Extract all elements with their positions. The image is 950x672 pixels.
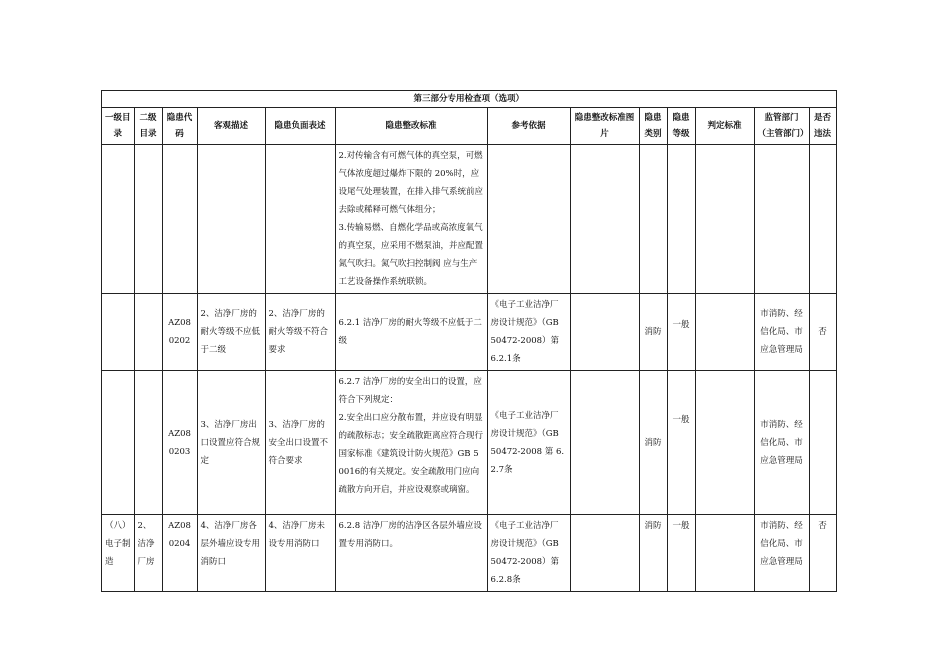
illegal-cell: 否 xyxy=(809,515,836,592)
basis-cell: 《电子工业洁净厂房设计规范》（GB 50472-2008 第 6.2.7条 xyxy=(487,371,570,515)
desc-cell xyxy=(197,145,265,294)
basis-cell xyxy=(487,145,570,294)
code-cell: AZ080202 xyxy=(162,294,197,371)
header-cell: 隐患负面表述 xyxy=(265,108,335,145)
table-row xyxy=(102,371,837,515)
illegal-cell xyxy=(809,145,836,294)
illegal-cell xyxy=(809,371,836,515)
dept-cell: 市消防、经信化局、市应急管理局 xyxy=(754,371,809,515)
level-cell xyxy=(667,145,695,294)
header-row xyxy=(102,108,837,145)
cat-cell: 消防 xyxy=(639,371,667,515)
desc-cell: 2、洁净厂房的耐火等级不应低于二级 xyxy=(197,294,265,371)
img-cell xyxy=(570,145,639,294)
table-title: 第三部分专用检查项（选项） xyxy=(102,91,837,108)
neg-cell xyxy=(265,145,335,294)
l2-cell xyxy=(134,145,162,294)
std-cell: 6.2.8 洁净厂房的洁净区各层外墙应设置专用消防口。 xyxy=(335,515,487,592)
judge-cell xyxy=(695,145,754,294)
cat-cell: 消防 xyxy=(639,515,667,592)
dept-cell xyxy=(754,145,809,294)
level-cell: 一般 xyxy=(667,515,695,592)
header-cell: 一级目录 xyxy=(102,108,135,145)
l2-cell: 2、洁净厂房 xyxy=(134,515,162,592)
l1-cell: （八）电子制造 xyxy=(102,515,135,592)
basis-cell: 《电子工业洁净厂房设计规范》（GB 50472-2008）第 6.2.1条 xyxy=(487,294,570,371)
judge-cell xyxy=(695,371,754,515)
neg-cell: 3、洁净厂房的安全出口设置不符合要求 xyxy=(265,371,335,515)
dept-cell: 市消防、经信化局、市应急管理局 xyxy=(754,515,809,592)
std-cell: 6.2.1 洁净厂房的耐火等级不应低于二级 xyxy=(335,294,487,371)
std-cell: 6.2.7 洁净厂房的安全出口的设置，应符合下列规定： 2.安全出口应分散布置，并应设有明显的疏散标志；安全疏散距离应符合现行国家标准《建筑设计防火规范》GB 50016的有关规定。安全疏散用门应向疏散方向开启，并应设观察或璃窗。 xyxy=(335,371,487,515)
img-cell xyxy=(570,515,639,592)
table-row xyxy=(102,294,837,371)
neg-cell: 2、洁净厂房的耐火等级不符合要求 xyxy=(265,294,335,371)
header-cell: 判定标准 xyxy=(695,108,754,145)
std-cell: 2.对传输含有可燃气体的真空泵，可燃气体浓度超过爆炸下限的 20%时，应设尾气处理装置，在排入排气系统前应去除或稀释可燃气体组分； 3.传输易燃、自燃化学品或高浓度氧气的真空泵，应采用不燃泵油，并应配置氮气吹扫。氮气吹扫控制阀 应与生产工艺设备操作系统联锁。 xyxy=(335,145,487,294)
judge-cell xyxy=(695,515,754,592)
judge-cell xyxy=(695,294,754,371)
cat-cell xyxy=(639,145,667,294)
header-cell: 参考依据 xyxy=(487,108,570,145)
header-cell: 隐患整改标准 xyxy=(335,108,487,145)
code-cell: AZ080204 xyxy=(162,515,197,592)
code-cell xyxy=(162,145,197,294)
header-cell: 是否违法 xyxy=(809,108,836,145)
header-cell: 隐患等级 xyxy=(667,108,695,145)
neg-cell: 4、洁净厂房未设专用消防口 xyxy=(265,515,335,592)
header-cell: 监管部门（主管部门） xyxy=(754,108,809,145)
level-cell: 一般 xyxy=(667,371,695,515)
header-cell: 隐患整改标准图片 xyxy=(570,108,639,145)
desc-cell: 4、洁净厂房各层外墙应设专用消防口 xyxy=(197,515,265,592)
table-row xyxy=(102,145,837,294)
img-cell xyxy=(570,371,639,515)
header-cell: 隐患类别 xyxy=(639,108,667,145)
img-cell xyxy=(570,294,639,371)
desc-cell: 3、洁净厂房出口设置应符合规定 xyxy=(197,371,265,515)
l1-cell xyxy=(102,294,135,371)
header-cell: 隐患代码 xyxy=(162,108,197,145)
l2-cell xyxy=(134,294,162,371)
cat-cell: 消防 xyxy=(639,294,667,371)
basis-cell: 《电子工业洁净厂房设计规范》（GB 50472-2008）第 6.2.8条 xyxy=(487,515,570,592)
header-cell: 客观描述 xyxy=(197,108,265,145)
table-row xyxy=(102,515,837,592)
l2-cell xyxy=(134,371,162,515)
level-cell: 一般 xyxy=(667,294,695,371)
header-cell: 二级目录 xyxy=(134,108,162,145)
code-cell: AZ080203 xyxy=(162,371,197,515)
l1-cell xyxy=(102,145,135,294)
l1-cell xyxy=(102,371,135,515)
inspection-table xyxy=(101,90,837,592)
illegal-cell: 否 xyxy=(809,294,836,371)
dept-cell: 市消防、经信化局、市应急管理局 xyxy=(754,294,809,371)
